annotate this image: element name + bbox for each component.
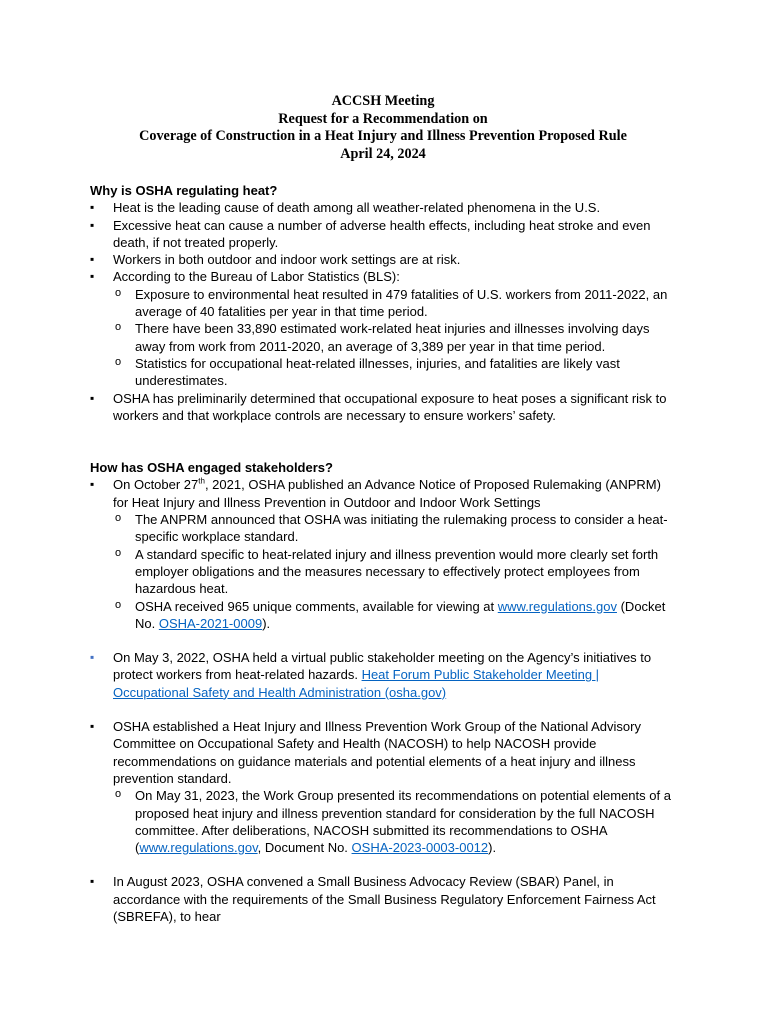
- text-run: ).: [488, 840, 497, 856]
- list-item: ▪ OSHA has preliminarily determined that occupational exposure to heat poses a significant risk to workers and that workplace controls are necessary to ensure workers’ safety.: [90, 390, 676, 425]
- list-item: ▪ Workers in both outdoor and indoor work settings are at risk.: [90, 251, 676, 268]
- sub-list-item: [113, 787, 676, 856]
- sub-list-item: [113, 598, 676, 633]
- sub-list-item: o Exposure to environmental heat resulted in 479 fatalities of U.S. workers from 2011-2022, an average of 40 fatalities per year in that time period.: [113, 286, 676, 321]
- list-item: [90, 649, 676, 701]
- title-line-1: ACCSH Meeting: [331, 93, 435, 109]
- title-line-4: April 24, 2024: [340, 145, 426, 162]
- text-run: On May 31, 2023, the Work Group presented its recommendations on potential elements of a proposed heat injury and illness prevention standard for consideration by the full NACOSH committee. After deliberations, NACOSH submitted its recommendations to OSHA (: [135, 788, 671, 856]
- text-run: , Document No.: [257, 840, 352, 856]
- section-heading-why: Why is OSHA regulating heat?: [90, 183, 278, 198]
- stakeholder-bullet-list-4: [90, 873, 676, 925]
- docket-link[interactable]: OSHA-2021-0009: [158, 615, 263, 631]
- list-item: [90, 476, 676, 632]
- title-line-2: Request for a Recommendation on: [278, 110, 488, 127]
- sub-list-item: o The ANPRM announced that OSHA was initiating the rulemaking process to consider a heat-specific workplace standard.: [113, 511, 676, 546]
- text-run: OSHA received 965 unique comments, available for viewing at: [135, 598, 498, 614]
- sub-list-item: o A standard specific to heat-related injury and illness prevention would more clearly set forth employer obligations and the measures necessary to effectively protect employees from hazardous heat.: [113, 546, 676, 598]
- section-heading-stakeholders: How has OSHA engaged stakeholders?: [90, 460, 333, 476]
- text-run: (Docket No.: [135, 598, 666, 631]
- list-item: ▪ In August 2023, OSHA convened a Small Business Advocacy Review (SBAR) Panel, in accordance with the requirements of the Small Business Regulatory Enforcement Fairness Act (SBREFA), to hear: [90, 873, 676, 925]
- text-run: ).: [262, 615, 271, 631]
- sub-list-item: o Statistics for occupational heat-related illnesses, injuries, and fatalities are likely vast underestimates.: [113, 355, 676, 390]
- list-item-text: OSHA established a Heat Injury and Illness Prevention Work Group of the National Advisory Committee on Occupational Safety and Health (NACOSH) to help NACOSH provide recommendations on guidance materials and potential elements of a heat injury and illness prevention standard.: [113, 719, 641, 786]
- list-item: [90, 268, 676, 389]
- stakeholder-bullet-list-2: [90, 649, 676, 701]
- document-title: [90, 93, 676, 163]
- why-bullet-list: [90, 199, 676, 424]
- text-run: On October 27: [113, 477, 199, 493]
- list-item-text: According to the Bureau of Labor Statistics (BLS):: [113, 269, 400, 285]
- heat-forum-link[interactable]: Heat Forum Public Stakeholder Meeting | Occupational Safety and Health Administration (osha.gov): [113, 667, 600, 700]
- list-item: ▪ Heat is the leading cause of death among all weather-related phenomena in the U.S.: [90, 199, 676, 216]
- stakeholder-bullet-list-3: [90, 718, 676, 856]
- list-item: ▪ Excessive heat can cause a number of adverse health effects, including heat stroke and even death, if not treated properly.: [90, 217, 676, 252]
- document-link[interactable]: OSHA-2023-0003-0012: [351, 840, 489, 856]
- regulations-gov-link[interactable]: www.regulations.gov: [139, 840, 258, 856]
- title-line-3: Coverage of Construction in a Heat Injury and Illness Prevention Proposed Rule: [139, 128, 627, 144]
- text-run: On May 3, 2022, OSHA held a virtual public stakeholder meeting on the Agency’s initiatives to protect workers from heat-related hazards.: [113, 650, 652, 683]
- list-item: [90, 718, 676, 856]
- bls-sub-list: [113, 286, 676, 390]
- sub-list-item: o There have been 33,890 estimated work-related heat injuries and illnesses involving days away from work from 2011-2020, an average of 3,389 per year in that time period.: [113, 320, 676, 355]
- text-run: , 2021, OSHA published an Advance Notice of Proposed Rulemaking (ANPRM) for Heat Injury and Illness Prevention in Outdoor and Indoor Work Settings: [113, 477, 661, 510]
- stakeholder-bullet-list: [90, 476, 676, 632]
- anprm-sub-list: [113, 511, 676, 632]
- superscript: th: [198, 477, 205, 487]
- regulations-gov-link[interactable]: www.regulations.gov: [497, 598, 617, 614]
- nacosh-sub-list: [113, 787, 676, 856]
